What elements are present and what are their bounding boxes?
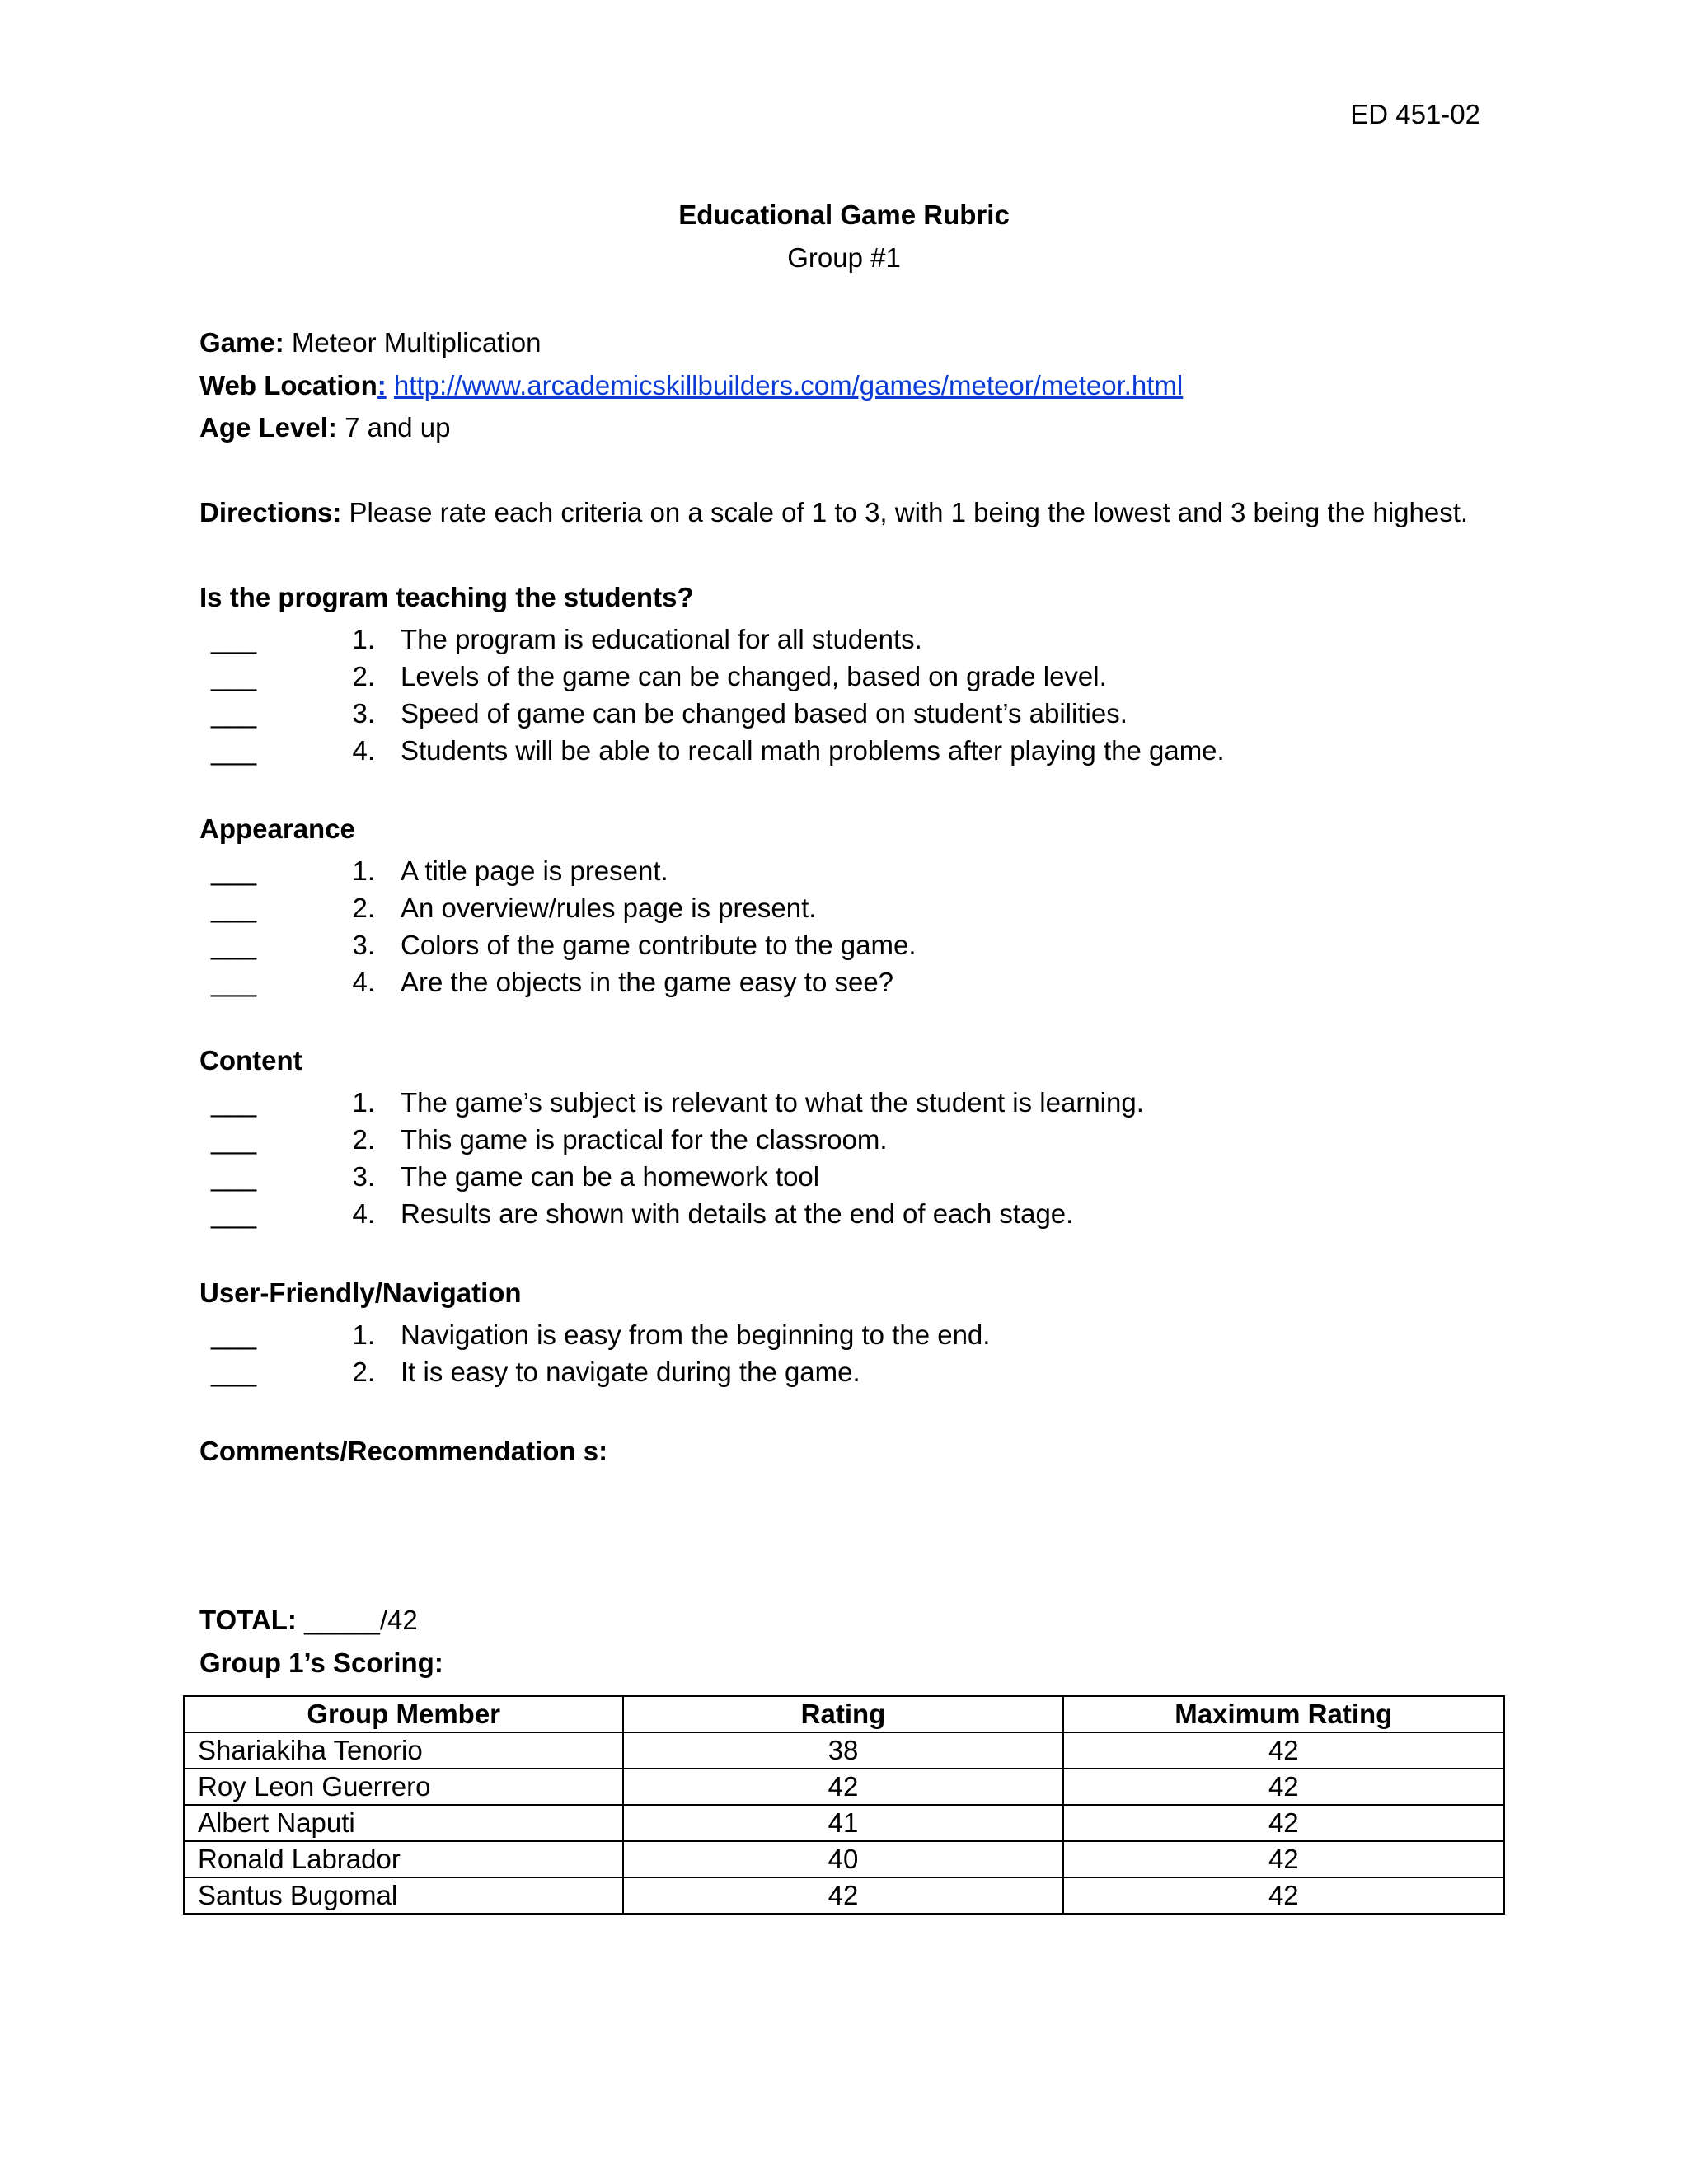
column-header-rating: Rating <box>623 1696 1062 1732</box>
item-text: A title page is present. <box>401 855 668 886</box>
item-number: 3. <box>352 1161 375 1192</box>
member-name: Albert Naputi <box>184 1805 623 1841</box>
section-title: User-Friendly/Navigation <box>199 1277 522 1308</box>
item-text: Speed of game can be changed based on student’s abilities. <box>401 698 1128 729</box>
score-blank[interactable]: ___ <box>211 855 257 886</box>
scoring-table <box>183 1695 1505 1915</box>
score-blank[interactable]: ___ <box>211 1087 257 1118</box>
criteria-item <box>0 1124 1688 1160</box>
game-line <box>199 327 542 359</box>
total-label: TOTAL: <box>199 1605 297 1635</box>
score-blank[interactable]: ___ <box>211 893 257 923</box>
item-number: 1. <box>352 1087 375 1118</box>
criteria-item <box>0 1319 1688 1356</box>
section-title: Appearance <box>199 813 355 844</box>
item-number: 2. <box>352 661 375 691</box>
item-number: 1. <box>352 1319 375 1350</box>
member-name: Shariakiha Tenorio <box>184 1732 623 1769</box>
item-text: The game can be a homework tool <box>401 1161 820 1192</box>
member-name: Ronald Labrador <box>184 1841 623 1877</box>
web-location-line <box>199 370 1183 401</box>
item-text: Are the objects in the game easy to see? <box>401 967 894 997</box>
item-number: 1. <box>352 855 375 886</box>
criteria-item <box>0 735 1688 771</box>
item-number: 2. <box>352 1357 375 1387</box>
directions-line <box>199 497 1468 528</box>
item-text: The game’s subject is relevant to what the student is learning. <box>401 1087 1144 1118</box>
score-blank[interactable]: ___ <box>211 698 257 729</box>
score-blank[interactable]: ___ <box>211 624 257 654</box>
item-text: Navigation is easy from the beginning to the end. <box>401 1319 991 1350</box>
member-name: Roy Leon Guerrero <box>184 1769 623 1805</box>
item-text: The program is educational for all students. <box>401 624 922 654</box>
directions-label: Directions: <box>199 497 342 527</box>
item-text: It is easy to navigate during the game. <box>401 1357 860 1387</box>
member-rating: 42 <box>623 1877 1062 1914</box>
member-rating: 38 <box>623 1732 1062 1769</box>
item-number: 2. <box>352 1124 375 1155</box>
member-max-rating: 42 <box>1063 1805 1504 1841</box>
web-location-label: Web Location <box>199 370 377 401</box>
table-row <box>184 1732 1504 1769</box>
member-max-rating: 42 <box>1063 1877 1504 1914</box>
game-label: Game: <box>199 327 284 358</box>
member-max-rating: 42 <box>1063 1732 1504 1769</box>
web-location-colon: : <box>377 370 387 401</box>
score-blank[interactable]: ___ <box>211 1357 257 1387</box>
scoring-title: Group 1’s Scoring: <box>199 1647 443 1678</box>
criteria-item <box>0 1161 1688 1197</box>
criteria-item <box>0 661 1688 697</box>
member-rating: 40 <box>623 1841 1062 1877</box>
total-line <box>199 1605 418 1636</box>
criteria-item <box>0 855 1688 892</box>
criteria-item <box>0 967 1688 1003</box>
score-blank[interactable]: ___ <box>211 1198 257 1229</box>
score-blank[interactable]: ___ <box>211 735 257 766</box>
web-location-link[interactable]: http://www.arcademicskillbuilders.com/games/meteor/meteor.html <box>393 370 1184 401</box>
section-title: Is the program teaching the students? <box>199 582 694 612</box>
item-number: 3. <box>352 698 375 729</box>
table-header-row <box>184 1696 1504 1732</box>
comments-label: Comments/Recommendation s: <box>199 1436 608 1466</box>
column-header-maximum-rating: Maximum Rating <box>1063 1696 1504 1732</box>
item-text: This game is practical for the classroom. <box>401 1124 888 1155</box>
item-text: Students will be able to recall math problems after playing the game. <box>401 735 1225 766</box>
member-rating: 41 <box>623 1805 1062 1841</box>
age-level-value: 7 and up <box>345 412 451 443</box>
directions-text: Please rate each criteria on a scale of 1 to 3, with 1 being the lowest and 3 being the highest. <box>349 497 1469 527</box>
table-row <box>184 1877 1504 1914</box>
criteria-item <box>0 893 1688 929</box>
total-value[interactable]: _____/42 <box>296 1605 418 1635</box>
score-blank[interactable]: ___ <box>211 967 257 997</box>
score-blank[interactable]: ___ <box>211 661 257 691</box>
criteria-item <box>0 1357 1688 1393</box>
score-blank[interactable]: ___ <box>211 1124 257 1155</box>
item-number: 2. <box>352 893 375 923</box>
course-code: ED 451-02 <box>1350 99 1480 129</box>
table-row <box>184 1805 1504 1841</box>
section-title: Content <box>199 1045 302 1076</box>
item-text: Colors of the game contribute to the game. <box>401 930 917 960</box>
group-subtitle: Group #1 <box>787 242 901 273</box>
game-value: Meteor Multiplication <box>291 327 542 358</box>
table-row <box>184 1769 1504 1805</box>
item-number: 4. <box>352 1198 375 1229</box>
age-level-label: Age Level: <box>199 412 337 443</box>
criteria-item <box>0 1087 1688 1123</box>
item-number: 4. <box>352 967 375 997</box>
item-number: 3. <box>352 930 375 960</box>
item-number: 4. <box>352 735 375 766</box>
item-text: Results are shown with details at the end of each stage. <box>401 1198 1074 1229</box>
score-blank[interactable]: ___ <box>211 1319 257 1350</box>
member-name: Santus Bugomal <box>184 1877 623 1914</box>
score-blank[interactable]: ___ <box>211 930 257 960</box>
table-row <box>184 1841 1504 1877</box>
age-level-line <box>199 412 451 443</box>
item-number: 1. <box>352 624 375 654</box>
column-header-group-member: Group Member <box>184 1696 623 1732</box>
criteria-item <box>0 698 1688 734</box>
document-title: Educational Game Rubric <box>678 199 1010 230</box>
member-max-rating: 42 <box>1063 1841 1504 1877</box>
criteria-item <box>0 1198 1688 1235</box>
item-text: Levels of the game can be changed, based on grade level. <box>401 661 1107 691</box>
score-blank[interactable]: ___ <box>211 1161 257 1192</box>
item-text: An overview/rules page is present. <box>401 893 817 923</box>
criteria-item <box>0 930 1688 966</box>
criteria-item <box>0 624 1688 660</box>
member-max-rating: 42 <box>1063 1769 1504 1805</box>
member-rating: 42 <box>623 1769 1062 1805</box>
